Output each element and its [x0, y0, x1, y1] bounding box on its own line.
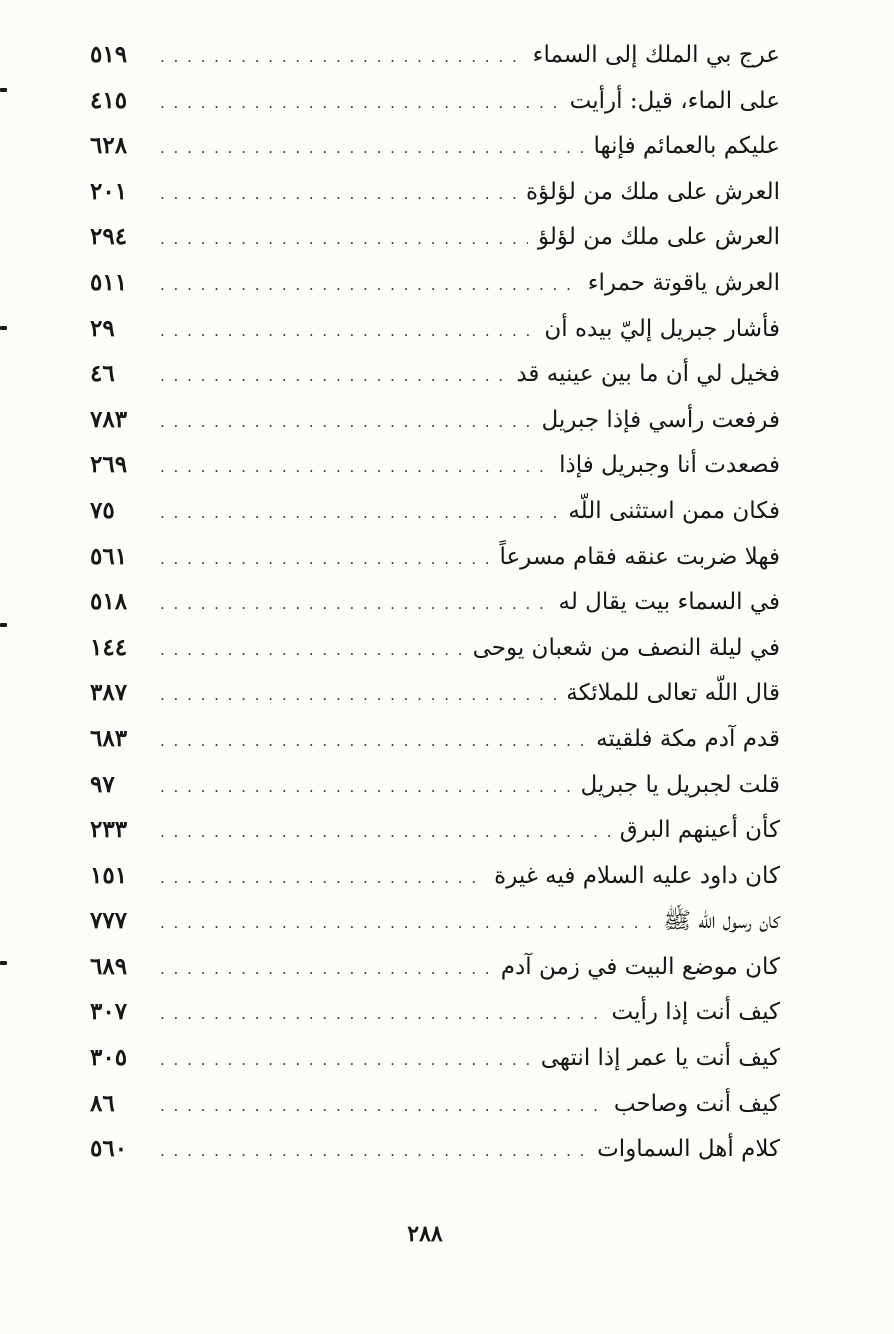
- entry-page-number: ٤٦: [90, 360, 115, 388]
- dot-leader: [160, 309, 534, 355]
- entry-page-number: ٦٨٣: [90, 724, 128, 752]
- entry-title: كان داود عليه السلام فيه غيرة: [494, 862, 780, 889]
- index-entry: [90, 579, 780, 625]
- entry-title: قلت لجبريل يا جبريل: [580, 771, 780, 798]
- entry-page-number: ٢٩: [90, 314, 115, 342]
- entry-title: العرش ياقوتة حمراء: [587, 269, 780, 296]
- entry-page-number: ٧٥: [90, 496, 115, 524]
- index-entry: [90, 898, 780, 944]
- dot-leader: [160, 582, 549, 628]
- entry-page-number: ٤١٥: [90, 86, 128, 114]
- dot-leader: [160, 445, 549, 491]
- index-entry: [90, 625, 780, 671]
- index-entry: [90, 442, 780, 488]
- entry-title: فأشار جبريل إليّ بيده أن: [544, 315, 780, 342]
- scan-edge-mark: [0, 961, 7, 965]
- dot-leader: [160, 172, 516, 218]
- entry-title: فخيل لي أن ما بين عينيه قد: [516, 361, 780, 388]
- dot-leader: [160, 1038, 531, 1084]
- index-entry: [90, 716, 780, 762]
- index-entry: [90, 306, 780, 352]
- dot-leader: [160, 217, 528, 263]
- entry-title: فهلا ضربت عنقه فقام مسرعاً: [499, 543, 780, 570]
- index-entry: [90, 1126, 780, 1172]
- index-entry: [90, 260, 780, 306]
- index-entry: [90, 488, 780, 534]
- entry-page-number: ٧٧٧: [90, 907, 128, 935]
- entry-page-number: ٢٣٣: [90, 816, 128, 844]
- scan-edge-mark: [0, 88, 7, 92]
- index-entry: [90, 762, 780, 808]
- dot-leader: [160, 856, 484, 902]
- entry-title: كان موضع البيت في زمن آدم: [500, 953, 780, 980]
- entry-title: في السماء بيت يقال له: [558, 589, 780, 616]
- index-entry: [90, 853, 780, 899]
- entry-title: عرج بي الملك إلى السماء: [532, 42, 780, 68]
- entry-title: على الماء، قيل: أرأيت: [569, 87, 780, 114]
- dot-leader: [160, 537, 489, 583]
- scan-edge-mark: [0, 326, 7, 330]
- index-entry: [90, 534, 780, 580]
- entry-page-number: ٧٨٣: [90, 405, 128, 433]
- dot-leader: [160, 673, 556, 719]
- dot-leader: [160, 901, 653, 947]
- entry-title: فكان ممن استثنى اللّه: [568, 497, 780, 524]
- entry-page-number: ٥١٩: [90, 41, 128, 68]
- dot-leader: [160, 491, 558, 537]
- entry-page-number: ٣٠٥: [90, 1044, 128, 1072]
- entry-title: العرش على ملك من لؤلؤ: [538, 224, 780, 251]
- dot-leader: [160, 628, 463, 674]
- entry-page-number: ١٤٤: [90, 633, 128, 661]
- entry-page-number: ٦٢٨: [90, 132, 128, 160]
- page-number: ٢٨٨: [407, 1221, 443, 1247]
- entry-page-number: ٩٧: [90, 770, 115, 798]
- index-entry: [90, 1035, 780, 1081]
- entry-page-number: ٦٨٩: [90, 952, 128, 980]
- dot-leader: [160, 992, 601, 1038]
- dot-leader: [160, 1129, 587, 1175]
- dot-leader: [160, 719, 586, 765]
- entry-title: كيف أنت وصاحب: [613, 1090, 780, 1117]
- dot-leader: [160, 947, 491, 993]
- index-entry: [90, 32, 780, 78]
- entry-title: فرفعت رأسي فإذا جبريل: [541, 406, 780, 433]
- entry-page-number: ٥١٨: [90, 588, 128, 616]
- index-entry: [90, 989, 780, 1035]
- entry-page-number: ٥٦١: [90, 542, 128, 570]
- index-entry: [90, 123, 780, 169]
- dot-leader: [160, 354, 506, 400]
- index-entry: [90, 214, 780, 260]
- entry-page-number: ٢٦٩: [90, 451, 128, 479]
- index-list: [90, 32, 780, 1172]
- dot-leader: [160, 126, 584, 172]
- entry-page-number: ١٥١: [90, 861, 128, 889]
- entry-title: فصعدت أنا وجبريل فإذا: [559, 452, 780, 479]
- entry-page-number: ٣٨٧: [90, 679, 128, 707]
- entry-title: عليكم بالعمائم فإنها: [593, 133, 780, 160]
- entry-title: كلام أهل السماوات: [597, 1136, 780, 1163]
- entry-page-number: ٢٠١: [90, 177, 128, 205]
- entry-page-number: ٥١١: [90, 268, 128, 296]
- entry-page-number: ٥٦٠: [90, 1135, 128, 1163]
- entry-title: قال اللّه تعالى للملائكة: [566, 680, 780, 707]
- index-entry: [90, 169, 780, 215]
- dot-leader: [160, 1084, 604, 1130]
- index-entry: [90, 78, 780, 124]
- entry-title: العرش على ملك من لؤلؤة: [526, 178, 780, 205]
- dot-leader: [160, 765, 570, 811]
- entry-title: كأن أعينهم البرق: [619, 817, 780, 844]
- entry-title: كيف أنت إذا رأيت: [611, 999, 780, 1026]
- entry-page-number: ٨٦: [90, 1089, 115, 1117]
- dot-leader: [160, 35, 523, 81]
- entry-page-number: ٢٩٤: [90, 223, 128, 251]
- entry-title: كان رسول اللّه ﷺ: [663, 908, 780, 935]
- entry-title: في ليلة النصف من شعبان يوحى: [472, 634, 780, 661]
- entry-title: كيف أنت يا عمر إذا انتهى: [540, 1045, 780, 1072]
- index-entry: [90, 670, 780, 716]
- dot-leader: [160, 263, 578, 309]
- index-entry: [90, 807, 780, 853]
- index-entry: [90, 397, 780, 443]
- scan-edge-mark: [0, 623, 7, 627]
- dot-leader: [160, 81, 560, 127]
- index-entry: [90, 351, 780, 397]
- entry-page-number: ٣٠٧: [90, 998, 128, 1026]
- index-entry: [90, 1081, 780, 1127]
- index-entry: [90, 944, 780, 990]
- dot-leader: [160, 400, 531, 446]
- entry-title: قدم آدم مكة فلقيته: [596, 725, 780, 752]
- dot-leader: [160, 810, 610, 856]
